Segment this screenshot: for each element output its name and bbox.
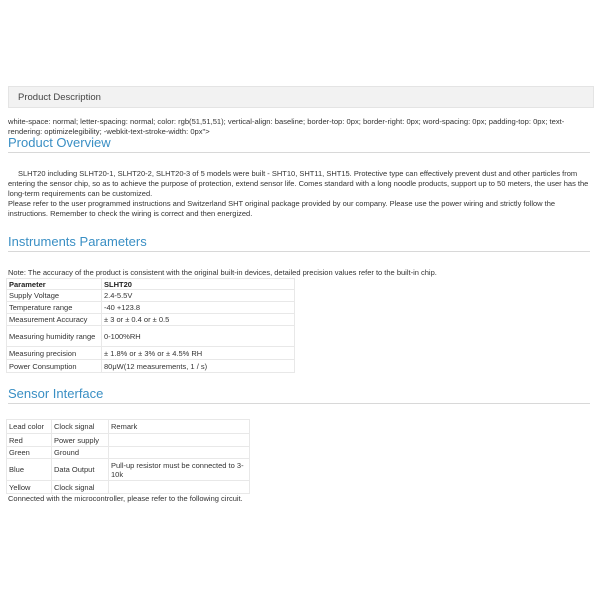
header-cell: Remark	[109, 420, 250, 434]
header-cell: Lead color	[7, 420, 52, 434]
table-row	[7, 347, 295, 360]
parameters-table	[6, 278, 295, 373]
signal: Data Output	[52, 459, 109, 481]
remark	[109, 481, 250, 494]
product-description-tab[interactable]	[8, 86, 594, 108]
table-row	[7, 459, 250, 481]
param-value: ± 1.8% or ± 3% or ± 4.5% RH	[102, 347, 295, 360]
lead-color: Red	[7, 434, 52, 447]
header-cell: Parameter	[7, 279, 102, 290]
section-divider	[8, 152, 590, 153]
param-name: Measuring humidity range	[7, 326, 102, 347]
lead-color: Yellow	[7, 481, 52, 494]
table-row	[7, 290, 295, 302]
table-row	[7, 481, 250, 494]
param-name: Power Consumption	[7, 360, 102, 373]
table-row	[7, 447, 250, 459]
lead-color: Green	[7, 447, 52, 459]
tab-label: Product Description	[18, 92, 101, 103]
signal: Power supply	[52, 434, 109, 447]
overview-paragraph: Please refer to the user programmed instructions and Switzerland SHT original package provided by our company. Please use the power wiring and strictly follow the instructions. Remember to check the wiring is correct and then energized.	[8, 199, 556, 218]
param-name: Supply Voltage	[7, 290, 102, 302]
interface-table	[6, 419, 250, 494]
overview-paragraph: SLHT20 including SLHT20-1, SLHT20-2, SLHT20-3 of 5 models were built - SHT10, SHT11, SHT15. Protective type can effectively prevent dust and other particles from entering the sensor chip, so as to achieve the purpose of protection, extend sensor life. Comes standard with a long noodle products, support up to 50 meters, the user has the long-term requirements can be customized.	[8, 169, 589, 198]
header-cell: Clock signal	[52, 420, 109, 434]
instruments-parameters-heading: Instruments Parameters	[8, 234, 147, 249]
param-value: 2.4-5.5V	[102, 290, 295, 302]
lead-color: Blue	[7, 459, 52, 481]
remark: Pull-up resistor must be connected to 3-10k	[109, 459, 250, 481]
table-row	[7, 314, 295, 326]
remark	[109, 447, 250, 459]
overview-text	[8, 169, 594, 219]
param-name: Temperature range	[7, 302, 102, 314]
section-divider	[8, 403, 590, 404]
param-value: ± 3 or ± 0.4 or ± 0.5	[102, 314, 295, 326]
circuit-note: Connected with the microcontroller, please refer to the following circuit.	[8, 494, 243, 503]
param-name: Measuring precision	[7, 347, 102, 360]
param-name: Measurement Accuracy	[7, 314, 102, 326]
signal: Ground	[52, 447, 109, 459]
table-row	[7, 360, 295, 373]
param-value: 0-100%RH	[102, 326, 295, 347]
table-header-row	[7, 420, 250, 434]
param-value: 80μW(12 measurements, 1 / s)	[102, 360, 295, 373]
sensor-interface-heading: Sensor Interface	[8, 386, 104, 401]
table-row	[7, 302, 295, 314]
accuracy-note: Note: The accuracy of the product is consistent with the original built-in devices, detailed precision values refer to the built-in chip.	[8, 268, 437, 277]
header-cell: SLHT20	[102, 279, 295, 290]
param-value: -40 +123.8	[102, 302, 295, 314]
product-overview-heading: Product Overview	[8, 135, 111, 150]
stray-css-text: white-space: normal; letter-spacing: normal; color: rgb(51,51,51); vertical-align: baseline; border-top: 0px; border-right: 0px; word-spacing: 0px; padding-top: 0px; text-rendering: optimizelegibility; -webkit-text-stroke-width: 0px">	[8, 117, 565, 136]
section-divider	[8, 251, 590, 252]
table-row	[7, 434, 250, 447]
remark	[109, 434, 250, 447]
table-header-row	[7, 279, 295, 290]
table-row	[7, 326, 295, 347]
signal: Clock signal	[52, 481, 109, 494]
